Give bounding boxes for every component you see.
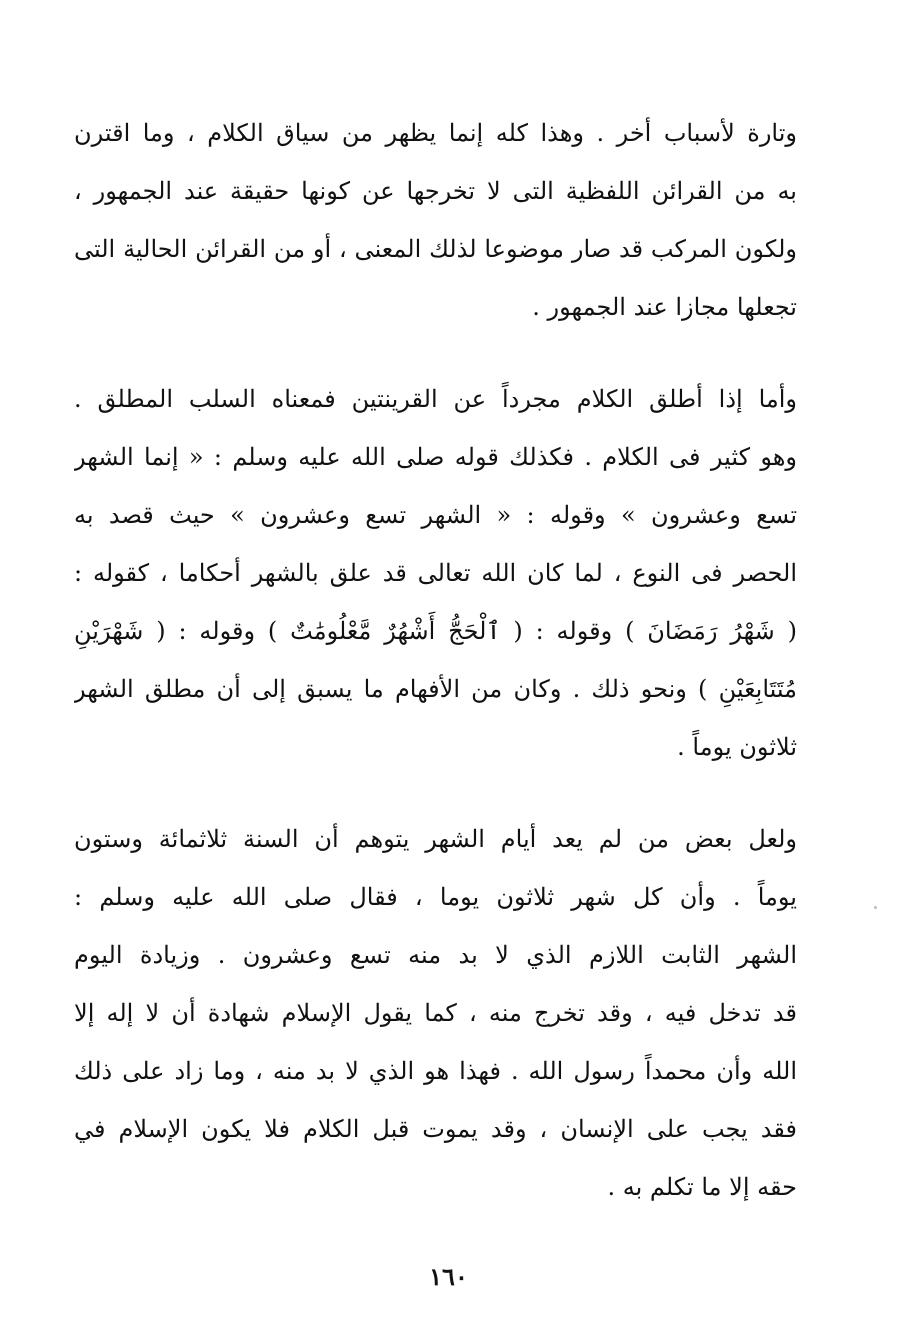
scan-speck	[874, 906, 877, 909]
text-line: قد تدخل فيه ، وقد تخرج منه ، كما يقول الإسلام شهادة أن لا إله إلا	[74, 999, 797, 1027]
text-line: ولعل بعض من لم يعد أيام الشهر يتوهم أن السنة ثلاثمائة وستون	[74, 825, 797, 853]
text-line: تسع وعشرون » وقوله : « الشهر تسع وعشرون » حيث قصد به	[74, 501, 797, 529]
paragraph-2	[74, 370, 797, 776]
text-line: وهو كثير فى الكلام . فكذلك قوله صلى الله عليه وسلم : « إنما الشهر	[74, 443, 797, 471]
text-line: الله وأن محمداً رسول الله . فهذا هو الذي لا بد منه ، وما زاد على ذلك	[74, 1057, 797, 1085]
text-line: يوماً . وأن كل شهر ثلاثون يوما ، فقال صلى الله عليه وسلم :	[74, 883, 797, 911]
text-line: فقد يجب على الإنسان ، وقد يموت قبل الكلام فلا يكون الإسلام في	[74, 1115, 797, 1143]
text-line: ثلاثون يوماً .	[677, 733, 797, 761]
text-line: الشهر الثابت اللازم الذي لا بد منه تسع وعشرون . وزيادة اليوم	[74, 941, 797, 969]
text-line: الحصر فى النوع ، لما كان الله تعالى قد علق بالشهر أحكاما ، كقوله :	[74, 559, 797, 587]
text-line: وتارة لأسباب أخر . وهذا كله إنما يظهر من سياق الكلام ، وما اقترن	[74, 119, 797, 147]
text-line: حقه إلا ما تكلم به .	[607, 1173, 797, 1201]
page-body	[74, 104, 797, 1216]
text-line: مُتَتَابِعَيْنِ ) ونحو ذلك . وكان من الأفهام ما يسبق إلى أن مطلق الشهر	[74, 675, 797, 703]
text-line: تجعلها مجازا عند الجمهور .	[532, 293, 797, 321]
text-line: به من القرائن اللفظية التى لا تخرجها عن كونها حقيقة عند الجمهور ،	[74, 177, 797, 205]
text-line: ( شَهْرُ رَمَضَانَ ) وقوله : ( ٱلْحَجُّ أَشْهُرٌ مَّعْلُومَٰتٌ ) وقوله : ( شَهْرَيْنِ	[74, 617, 797, 645]
text-line: وأما إذا أطلق الكلام مجرداً عن القرينتين فمعناه السلب المطلق .	[74, 385, 797, 413]
paragraph-1	[74, 104, 797, 336]
text-line: ولكون المركب قد صار موضوعا لذلك المعنى ، أو من القرائن الحالية التى	[74, 235, 797, 263]
paragraph-3	[74, 810, 797, 1216]
page-number: ١٦٠	[429, 1262, 468, 1291]
